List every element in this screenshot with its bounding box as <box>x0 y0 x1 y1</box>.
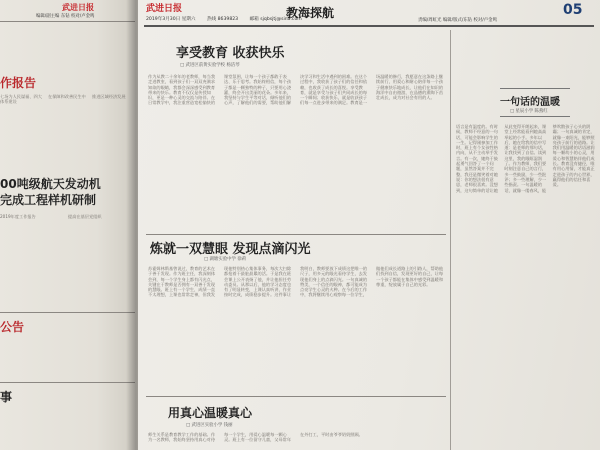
article-2-byline: □ 湖塘实验中学 徐莉 <box>204 257 247 262</box>
left-edition-line: 编辑/副主编 东钻 校对/卢金鸣 <box>36 14 95 19</box>
left-headline-5: 事 <box>0 390 13 404</box>
date-line <box>146 16 302 22</box>
left-headline-2: 00吨级航天发动机 <box>0 177 101 191</box>
left-headline-1: 作报告 <box>0 76 37 90</box>
article-3-body: 语言是有温度的。有时候，教师不经意的一句话，可能会影响学生的一生。记得刚参加工作时，班上有个女孩性格内向，从不主动举手发言。有一次，她终于鼓起勇气回答了一个问题，虽然答案并不完整，我还是微笑着对她说：你的想法很有意思，老师很喜欢。没想到，这句简单的话让她从此变得开朗起来，课堂上经常能看到她高高举起的小手。多年以后，她在给我的信中写道：是老师的那句话，让我找到了自信。读到这里，我的眼眶湿润了。作为教师，我们要时刻注意自己的言行，多一些鼓励，少一些批评；多一些理解，少一些指责。一句温暖的话，就像一缕春风，能够吹散孩子心头的阴霾；一句真诚的肯定，就像一束阳光，能够照亮孩子前行的道路。让我们用温暖的话语滋润每一颗幼小的心灵，用爱心和智慧陪伴他们成长。教育没有捷径，唯有用心用情，才能真正走进孩子的内心世界，赢得他们的信任和喜爱。 <box>456 124 595 193</box>
hotline-number: 8639823 <box>217 17 239 22</box>
section-title: 教海探航 <box>286 6 335 20</box>
left-headline-4: 公告 <box>0 320 25 334</box>
issue-date: 2019年3月30日 星期六 <box>146 17 196 22</box>
newspaper-page <box>138 0 600 450</box>
article-3-byline: □ 星辰小学 陈燕红 <box>510 109 548 114</box>
article-2-body: 苏霍姆林斯基曾说过，教育的艺术在于善于发现。作为班主任，我深刻体会到，每一个学生身上都有闪光点，关键在于教师是否拥有一双善于发现的慧眼。班上有一个学生，成绩一直不太理想，上课也常常走神，但我发现他特别热心集体事务，每次大扫除都抢着干最脏最累的活。于是我在班会课上公开表扬了他，并让他担任劳动委员。从那以后，他的学习态度也有了明显转变，上课认真听讲，作业按时完成，成绩稳步提升。这件事让我明白，教师要放下成绩这把唯一的尺子，用多元的眼光看待学生，去发现他们身上的点滴闪光。一句真诚的赞美，一个信任的眼神，都可能成为点亮学生心灵的火种。在今后的工作中，我将继续用心观察每一位学生，做他们成长道路上的引路人，帮助他们找到自信，发现更好的自己，让每一个孩子都能在集体中感受到温暖和尊重，绽放属于自己的光彩。 <box>148 266 444 298</box>
left-text-5: 提高在基层党组织 <box>68 214 102 219</box>
hotline-label: 热线 <box>206 17 217 22</box>
left-masthead: 武进日报 <box>62 3 94 12</box>
article-4-headline: 用真心温暖真心 <box>168 406 253 420</box>
email-label: 邮箱 <box>249 17 259 22</box>
left-text-4: 2019年度工作报告 <box>0 214 36 219</box>
left-headline-3: 完成工程样机研制 <box>0 193 97 207</box>
left-page <box>0 0 138 450</box>
left-text-1: 七场为人民谋福、四大体系建设 <box>0 94 42 105</box>
article-1-body: 作为从教二十余年的老教师，每当我走进教室，看到孩子们一双双充满求知欲的眼睛，我都会深深感受到教育带来的快乐。教育不仅仅是传授知识，更是一种心灵的交流与陪伴。在日常教学中，我注重营造宽松愉快的课堂氛围，让每一个孩子都敢于表达、乐于思考。我始终相信，每个孩子都是一颗独特的种子，只要用心浇灌，终会开出美丽的花朵。多年来，我坚持与学生平等对话，倾听他们的心声，了解他们的需要，帮助他们解决学习和生活中遇到的困难。在这个过程中，我收获了孩子们的信任和依赖，也收获了成长的喜悦。享受教育，就是享受与孩子们共同成长的每一个瞬间；收获快乐，就是收获孩子们每一点进步带来的满足。教育是一场温暖的修行，我愿意在这条路上继续前行，用爱心和耐心陪伴每一个孩子健康快乐地成长，让他们在知识的海洋中自由遨游，在品德的熏陶下茁壮成长，成为对社会有用的人。 <box>148 74 444 106</box>
email-address: sjqbsjtj@sina.com <box>260 17 302 22</box>
left-text-2: 在保障和改善民生中 <box>48 94 86 99</box>
editor-line: 责编/周虹光 编辑/版式/东钻 校对/卢金鸣 <box>418 18 497 23</box>
masthead: 武进日报 <box>146 4 183 14</box>
article-4-byline: □ 武进区实验小学 钱丽 <box>186 423 233 428</box>
article-2-headline: 炼就一双慧眼 发现点滴闪光 <box>150 242 311 257</box>
article-3-headline: 一句话的温暖 <box>500 97 560 108</box>
left-text-3: 推进区域经济发展 <box>92 94 126 99</box>
header-rule <box>144 25 594 27</box>
page-number: 05 <box>563 2 583 18</box>
article-1-headline: 享受教育 收获快乐 <box>176 46 285 61</box>
article-1-byline: □ 武进区前黄实验学校 杨洁琴 <box>180 63 240 68</box>
article-4-body: 师生关系是教育教学工作的基础。作为一名教师，我始终坚持用真心对待每一个学生，用爱心温暖每一颗心灵。班上有一位留守儿童，父母常年在外打工，平时由爷爷奶奶照顾。 <box>148 432 363 443</box>
